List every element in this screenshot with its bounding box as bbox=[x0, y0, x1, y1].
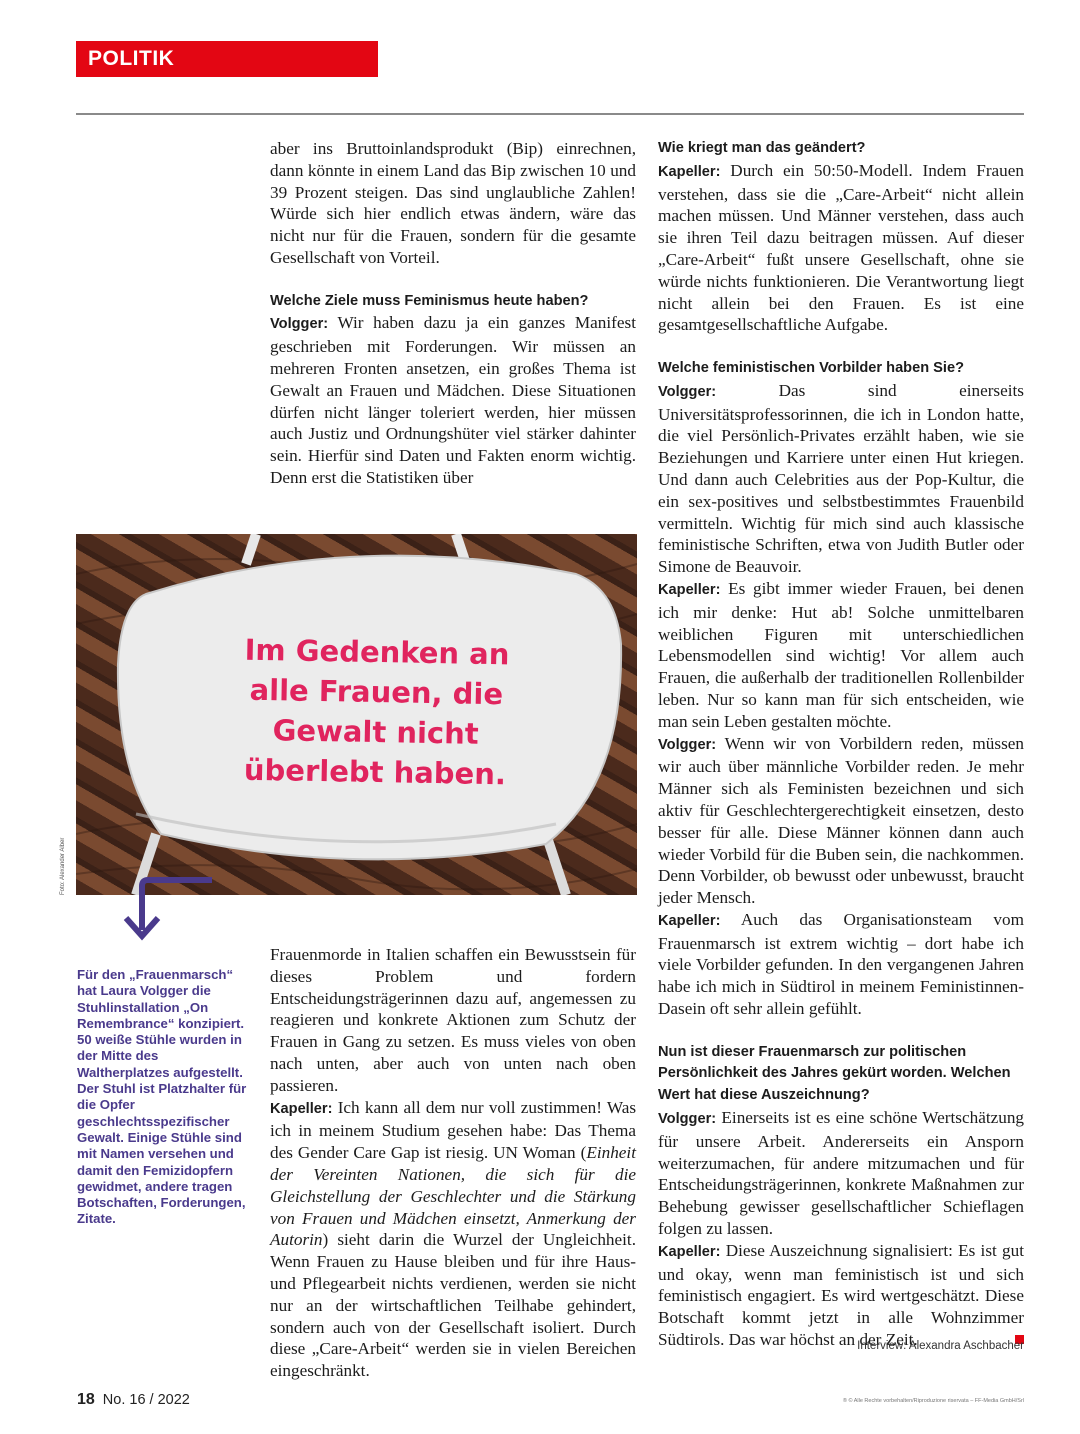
arrow-down-icon bbox=[118, 872, 218, 944]
chair-text-line: Gewalt nicht bbox=[272, 713, 479, 751]
speaker-name: Volgger: bbox=[658, 383, 717, 400]
speaker-name: Kapeller: bbox=[658, 581, 721, 598]
footer-page-info bbox=[77, 1391, 190, 1409]
interview-answer bbox=[658, 380, 1024, 578]
answer-text: Durch ein 50:50-Modell. Indem Frauen verstehen, dass sie die „Care-Arbeit“ nicht allein machen müssen. Und Männer verstehen, dass auch sie ihren Teil dazu beitragen müssen. Auf dieser „Care-Arbeit“ fußt unsere Gesellschaft, ohne sie würde nichts funktionieren. Die Verantwortung liegt nicht allein bei den Frauen. Es ist eine gesamtgesellschaftliche Aufgabe. bbox=[658, 160, 1024, 335]
interview-answer bbox=[658, 909, 1024, 1020]
interview-answer bbox=[658, 1107, 1024, 1240]
speaker-name: Volgger: bbox=[270, 316, 329, 333]
answer-italic-note: Einheit der Vereinten Nationen, die sich für die Gleichstellung der Geschlechter und die Stärkung von Frauen und Mädchen einsetzt, Anmerkung der Autorin bbox=[270, 1143, 636, 1250]
photo-caption: Für den „Frauenmarsch“ hat Laura Volgger die Stuhlinstallation „On Remembrance“ konzipiert. 50 weiße Stühle wurden in der Mitte des Waltherplatzes aufgestellt. Der Stuhl ist Platzhalter für die Opfer geschlechtsspezifischer Gewalt. Einige Stühle sind mit Namen versehen und damit den Femizidopfern gewidmet, andere tragen Botschaften, Forderungen, Zitate. bbox=[77, 967, 247, 1227]
issue-label: No. 16 / 2022 bbox=[102, 1392, 190, 1408]
interview-answer bbox=[270, 1097, 636, 1382]
interview-answer bbox=[270, 312, 636, 488]
interview-question: Wie kriegt man das geändert? bbox=[658, 140, 866, 156]
top-divider bbox=[76, 113, 1024, 115]
speaker-name: Volgger: bbox=[658, 736, 717, 753]
answer-text: Auch das Organisationsteam vom Frauenmarsch ist extrem wichtig – dort habe ich viele Vorbilder gefunden. In den vergangenen Jahren habe ich mich in Südtirol in meinem Feministinnen-Dasein oft sehr allein gefühlt. bbox=[658, 909, 1024, 1019]
speaker-name: Kapeller: bbox=[658, 912, 721, 929]
chair-text-line: Im Gedenken an bbox=[244, 632, 510, 672]
column-left-bottom bbox=[270, 944, 636, 1382]
interview-question: Welche feministischen Vorbilder haben Sie? bbox=[658, 359, 965, 376]
interview-answer bbox=[658, 733, 1024, 909]
answer-text: Ich kann all dem nur voll zustimmen! Was ich in meinem Studium gesehen habe: Das Thema des Gender Care Gap ist riesig. UN Woman ( bbox=[270, 1097, 637, 1163]
answer-text: ) sieht darin die Wurzel der Ungleichheit. Wenn Frauen zu Hause bleiben und für ihre Haus- und Pflegearbeit nichts verdienen, werden sie nicht nur an der wirtschaftlichen Teilhabe gehindert, sondern auch von der Gesellschaft isoliert. Durch diese „Care-Arbeit“ werden sie in vielen Bereichen eingeschränkt. bbox=[270, 1230, 636, 1381]
page-number: 18 bbox=[77, 1391, 95, 1408]
paragraph: aber ins Bruttoinlandsprodukt (Bip) einrechnen, dann könnte in einem Land das Bip zwischen 10 und 39 Prozent steigen. Das sind unglaubliche Zahlen! Würde sich hier endlich etwas ändern, wäre das nicht nur für die Frauen, sondern für die gesamte Gesellschaft von Vorteil. bbox=[270, 139, 636, 267]
photo-credit: Foto: Alexander Alber bbox=[60, 837, 66, 895]
interview-credit: Interview: Alexandra Aschbacher bbox=[857, 1340, 1024, 1352]
answer-text: Das sind einerseits Universitätsprofessorinnen, die ich in London hatte, die viel Persönlich-Privates erzählt haben, wie sie Beziehungen und Karriere unter einen Hut kriegen. Und dann auch Celebrities aus der Pop-Kultur, die ein sex-positives und selbstbestimmtes Frauenbild vermitteln. Wichtig für mich sind auch klassische feministische Schriften, etwa von Judith Butler oder Simone de Beauvoir. bbox=[658, 380, 1024, 577]
column-left-top bbox=[270, 138, 636, 489]
footer-copyright: ® © Alle Rechte vorbehalten/Riproduzione riservata – FF-Media GmbH/Srl bbox=[842, 1398, 1024, 1404]
interview-answer bbox=[658, 1240, 1024, 1351]
interview-question: Welche Ziele muss Feminismus heute haben? bbox=[270, 292, 589, 309]
speaker-name: Kapeller: bbox=[658, 163, 721, 180]
interview-answer bbox=[658, 160, 1024, 336]
section-label: POLITIK bbox=[76, 41, 378, 77]
answer-text: Einerseits ist es eine schöne Wertschätzung für unsere Arbeit. Andererseits ein Ansporn weiterzumachen, für andere mitzumachen und für Entscheidungsträgerinnen, konkrete Maßnahmen zur Behebung gewisser gesellschaftlicher Schieflagen folgen zu lassen. bbox=[658, 1108, 1025, 1239]
answer-text: Es gibt immer wieder Frauen, bei denen ich mir denke: Hut ab! Solche unmittelbaren weiblichen Figuren mit unterschiedlichen Lebensmodellen sind wichtig! Vor allem auch Frauen, die außerhalb der traditionellen Rollenbilder leben. Nur so kann man für sich entscheiden, wie man sein Leben gestalten möchte. bbox=[658, 578, 1024, 731]
speaker-name: Kapeller: bbox=[658, 1243, 721, 1260]
chair-text-line: alle Frauen, die bbox=[249, 672, 504, 712]
answer-text: Wir haben dazu ja ein ganzes Manifest geschrieben mit Forderungen. Wir müssen an mehreren Fronten ansetzen, ein großes Thema ist Gewalt an Frauen und Mädchen. Diese Situationen dürfen nicht länger toleriert werden, hier müssen auch Justiz und Ordnungshüter viel stärker dahinter sein. Hierfür sind Daten und Fakten enorm wichtig. Denn erst die Statistiken über bbox=[270, 313, 636, 487]
chair-photo bbox=[76, 534, 637, 895]
answer-text: Diese Auszeichnung signalisiert: Es ist gut und okay, wenn man feministisch ist und sich feministisch engagiert. Es wird wertgeschätzt. Diese Botschaft kommt jetzt in alle Wohnzimmer Südtirols. Das war höchst an der Zeit. bbox=[658, 1240, 1024, 1350]
chair-text-line: überlebt haben. bbox=[243, 752, 507, 792]
column-right bbox=[658, 138, 1024, 1351]
speaker-name: Kapeller: bbox=[270, 1100, 333, 1117]
interview-answer bbox=[658, 578, 1024, 733]
interview-question: Nun ist dieser Frauenmarsch zur politischen Persönlichkeit des Jahres gekürt worden. Welchen Wert hat diese Auszeichnung? bbox=[658, 1043, 1011, 1104]
paragraph: Frauenmorde in Italien schaffen ein Bewusstsein für dieses Problem und fordern Entscheidungsträgerinnen dazu auf, angemessen zu reagieren und konkrete Aktionen zum Schutz der Frauen in Gang zu setzen. Es muss vieles von oben nach unten, aber auch von unten nach oben passieren. bbox=[270, 945, 636, 1095]
speaker-name: Volgger: bbox=[658, 1111, 717, 1128]
answer-text: Wenn wir von Vorbildern reden, müssen wir auch über männliche Vorbilder reden. Je mehr Männer sich als Feministen bezeichnen und sich aktiv für Geschlechtergerechtigkeit einsetzen, desto besser für alle. Diese Männer können dann auch wieder Vorbild für die Buben sein, die nachkommen. Denn Vorbilder, ob bewusst oder unbewusst, braucht jeder Mensch. bbox=[658, 733, 1024, 908]
